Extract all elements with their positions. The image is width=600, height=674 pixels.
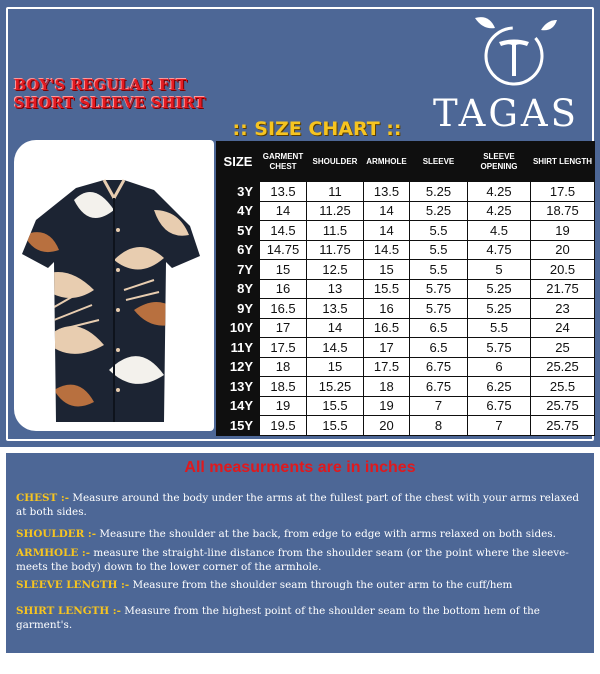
column-header-shoulder: SHOULDER [307,142,364,182]
armhole-text: measure the straight-line distance from the shoulder seam (or the point where the sleeve-meets the body) down to the lower corner of the armhole. [16,547,569,573]
measurement-cell: 6.75 [468,396,531,416]
size-label-cell: 9Y [217,299,260,319]
shoulder-instruction [16,528,588,542]
measurement-cell: 19 [260,396,307,416]
size-label-cell: 10Y [217,318,260,338]
measurement-cell: 25 [531,338,595,358]
size-label-cell: 3Y [217,182,260,202]
column-header-garment-chest: GARMENT CHEST [260,142,307,182]
product-title-line2: SHORT SLEEVE SHIRT [14,95,206,112]
sleeve-length-term: SLEEVE LENGTH :- [16,579,130,591]
measurement-cell: 20.5 [531,260,595,280]
shirt-length-term: SHIRT LENGTH :- [16,605,121,617]
measurement-cell: 18 [364,377,410,397]
size-label-cell: 8Y [217,279,260,299]
measurement-cell: 5.5 [410,240,468,260]
measurement-cell: 5.75 [410,279,468,299]
measurement-cell: 12.5 [307,260,364,280]
measurement-cell: 23 [531,299,595,319]
size-label-cell: 4Y [217,201,260,221]
measurement-cell: 11.75 [307,240,364,260]
measurement-cell: 7 [468,416,531,436]
size-label-cell: 6Y [217,240,260,260]
measurement-cell: 11.25 [307,201,364,221]
measurement-cell: 4.5 [468,221,531,241]
measurement-cell: 18.5 [260,377,307,397]
measurement-cell: 5.25 [468,279,531,299]
measurement-cell: 6.25 [468,377,531,397]
column-header-size: SIZE [217,142,260,182]
measurement-cell: 16 [364,299,410,319]
measurement-cell: 25.5 [531,377,595,397]
measurement-cell: 24 [531,318,595,338]
measurement-cell: 5.75 [468,338,531,358]
chest-text: Measure around the body under the arms at the fullest part of the chest with your arms relaxed at both sides. [16,492,580,518]
measurement-cell: 15 [260,260,307,280]
measurement-guide [6,453,594,653]
measurement-cell: 11 [307,182,364,202]
measurement-cell: 6.5 [410,318,468,338]
table-row [217,182,595,202]
measurement-cell: 16.5 [364,318,410,338]
measurement-cell: 17.5 [531,182,595,202]
product-title [14,77,224,113]
measurement-cell: 18.75 [531,201,595,221]
table-row [217,260,595,280]
measurement-cell: 15.5 [364,279,410,299]
measurement-cell: 5.5 [468,318,531,338]
measurement-cell: 17 [260,318,307,338]
measurement-cell: 14 [260,201,307,221]
measurement-cell: 6 [468,357,531,377]
measurement-cell: 16.5 [260,299,307,319]
measurement-cell: 14 [364,221,410,241]
measurement-cell: 5.5 [410,221,468,241]
shirt-length-text: Measure from the highest point of the shoulder seam to the bottom hem of the garment's. [16,605,540,631]
shoulder-text: Measure the shoulder at the back, from edge to edge with arms relaxed on both sides. [96,528,556,540]
measurement-cell: 5.5 [410,260,468,280]
size-chart-table [216,141,595,436]
units-notice: All measurments are in inches [184,459,416,476]
table-row [217,279,595,299]
measurement-cell: 14.75 [260,240,307,260]
size-label-cell: 15Y [217,416,260,436]
table-row [217,240,595,260]
table-row [217,396,595,416]
measurement-cell: 5 [468,260,531,280]
measurement-cell: 25.25 [531,357,595,377]
measurement-cell: 15.5 [307,396,364,416]
measurement-cell: 16 [260,279,307,299]
chest-instruction [16,492,588,519]
measurement-cell: 11.5 [307,221,364,241]
measurement-cell: 18 [260,357,307,377]
measurement-cell: 5.25 [468,299,531,319]
measurement-cell: 4.25 [468,182,531,202]
measurement-cell: 5.75 [410,299,468,319]
column-header-shirt-length: SHIRT LENGTH [531,142,595,182]
size-label-cell: 5Y [217,221,260,241]
column-header-armhole: ARMHOLE [364,142,410,182]
measurement-cell: 15.25 [307,377,364,397]
leaf-t-logo-icon [469,12,559,88]
measurement-cell: 19 [364,396,410,416]
measurement-cell: 6.75 [410,377,468,397]
measurement-cell: 17 [364,338,410,358]
brand-logo [420,12,592,135]
measurement-cell: 15 [307,357,364,377]
measurement-cell: 14.5 [307,338,364,358]
table-row [217,221,595,241]
measurement-cell: 25.75 [531,416,595,436]
measurement-cell: 6.5 [410,338,468,358]
size-label-cell: 14Y [217,396,260,416]
table-row [217,416,595,436]
measurement-cell: 14 [307,318,364,338]
size-label-cell: 7Y [217,260,260,280]
size-chart-body [217,182,595,436]
measurement-cell: 25.75 [531,396,595,416]
shirt-length-instruction [16,605,588,632]
size-label-cell: 12Y [217,357,260,377]
table-row [217,377,595,397]
measurement-cell: 7 [410,396,468,416]
sleeve-length-text: Measure from the shoulder seam through the outer arm to the cuff/hem [129,579,513,591]
registered-mark: ® [549,20,556,28]
measurement-cell: 17.5 [364,357,410,377]
shoulder-term: SHOULDER :- [16,528,97,540]
product-image [14,140,214,431]
armhole-term: ARMHOLE :- [16,547,91,559]
measurement-cell: 17.5 [260,338,307,358]
shirt-illustration [14,140,214,431]
table-row [217,338,595,358]
size-label-cell: 11Y [217,338,260,358]
measurement-cell: 19.5 [260,416,307,436]
column-header-sleeve: SLEEVE [410,142,468,182]
size-chart-heading: :: SIZE CHART :: [232,118,402,140]
measurement-cell: 13.5 [364,182,410,202]
size-label-cell: 13Y [217,377,260,397]
armhole-instruction [16,547,588,574]
table-row [217,201,595,221]
measurement-cell: 19 [531,221,595,241]
measurement-cell: 21.75 [531,279,595,299]
product-title-line1: BOY'S REGULAR FIT [14,77,188,94]
measurement-cell: 8 [410,416,468,436]
table-header-row [217,142,595,182]
measurement-cell: 13.5 [260,182,307,202]
measurement-cell: 20 [531,240,595,260]
table-row [217,357,595,377]
measurement-cell: 14 [364,201,410,221]
measurement-cell: 4.75 [468,240,531,260]
measurement-cell: 5.25 [410,182,468,202]
measurement-cell: 13.5 [307,299,364,319]
chest-term: CHEST :- [16,492,70,504]
measurement-cell: 15 [364,260,410,280]
measurement-cell: 5.25 [410,201,468,221]
column-header-sleeve-opening: SLEEVE OPENING [468,142,531,182]
measurement-cell: 6.75 [410,357,468,377]
table-row [217,318,595,338]
brand-wordmark: TAGAS [433,92,579,135]
measurement-cell: 14.5 [364,240,410,260]
measurement-cell: 20 [364,416,410,436]
sleeve-length-instruction [16,579,588,593]
measurement-cell: 14.5 [260,221,307,241]
measurement-cell: 13 [307,279,364,299]
measurement-cell: 15.5 [307,416,364,436]
table-row [217,299,595,319]
measurement-cell: 4.25 [468,201,531,221]
